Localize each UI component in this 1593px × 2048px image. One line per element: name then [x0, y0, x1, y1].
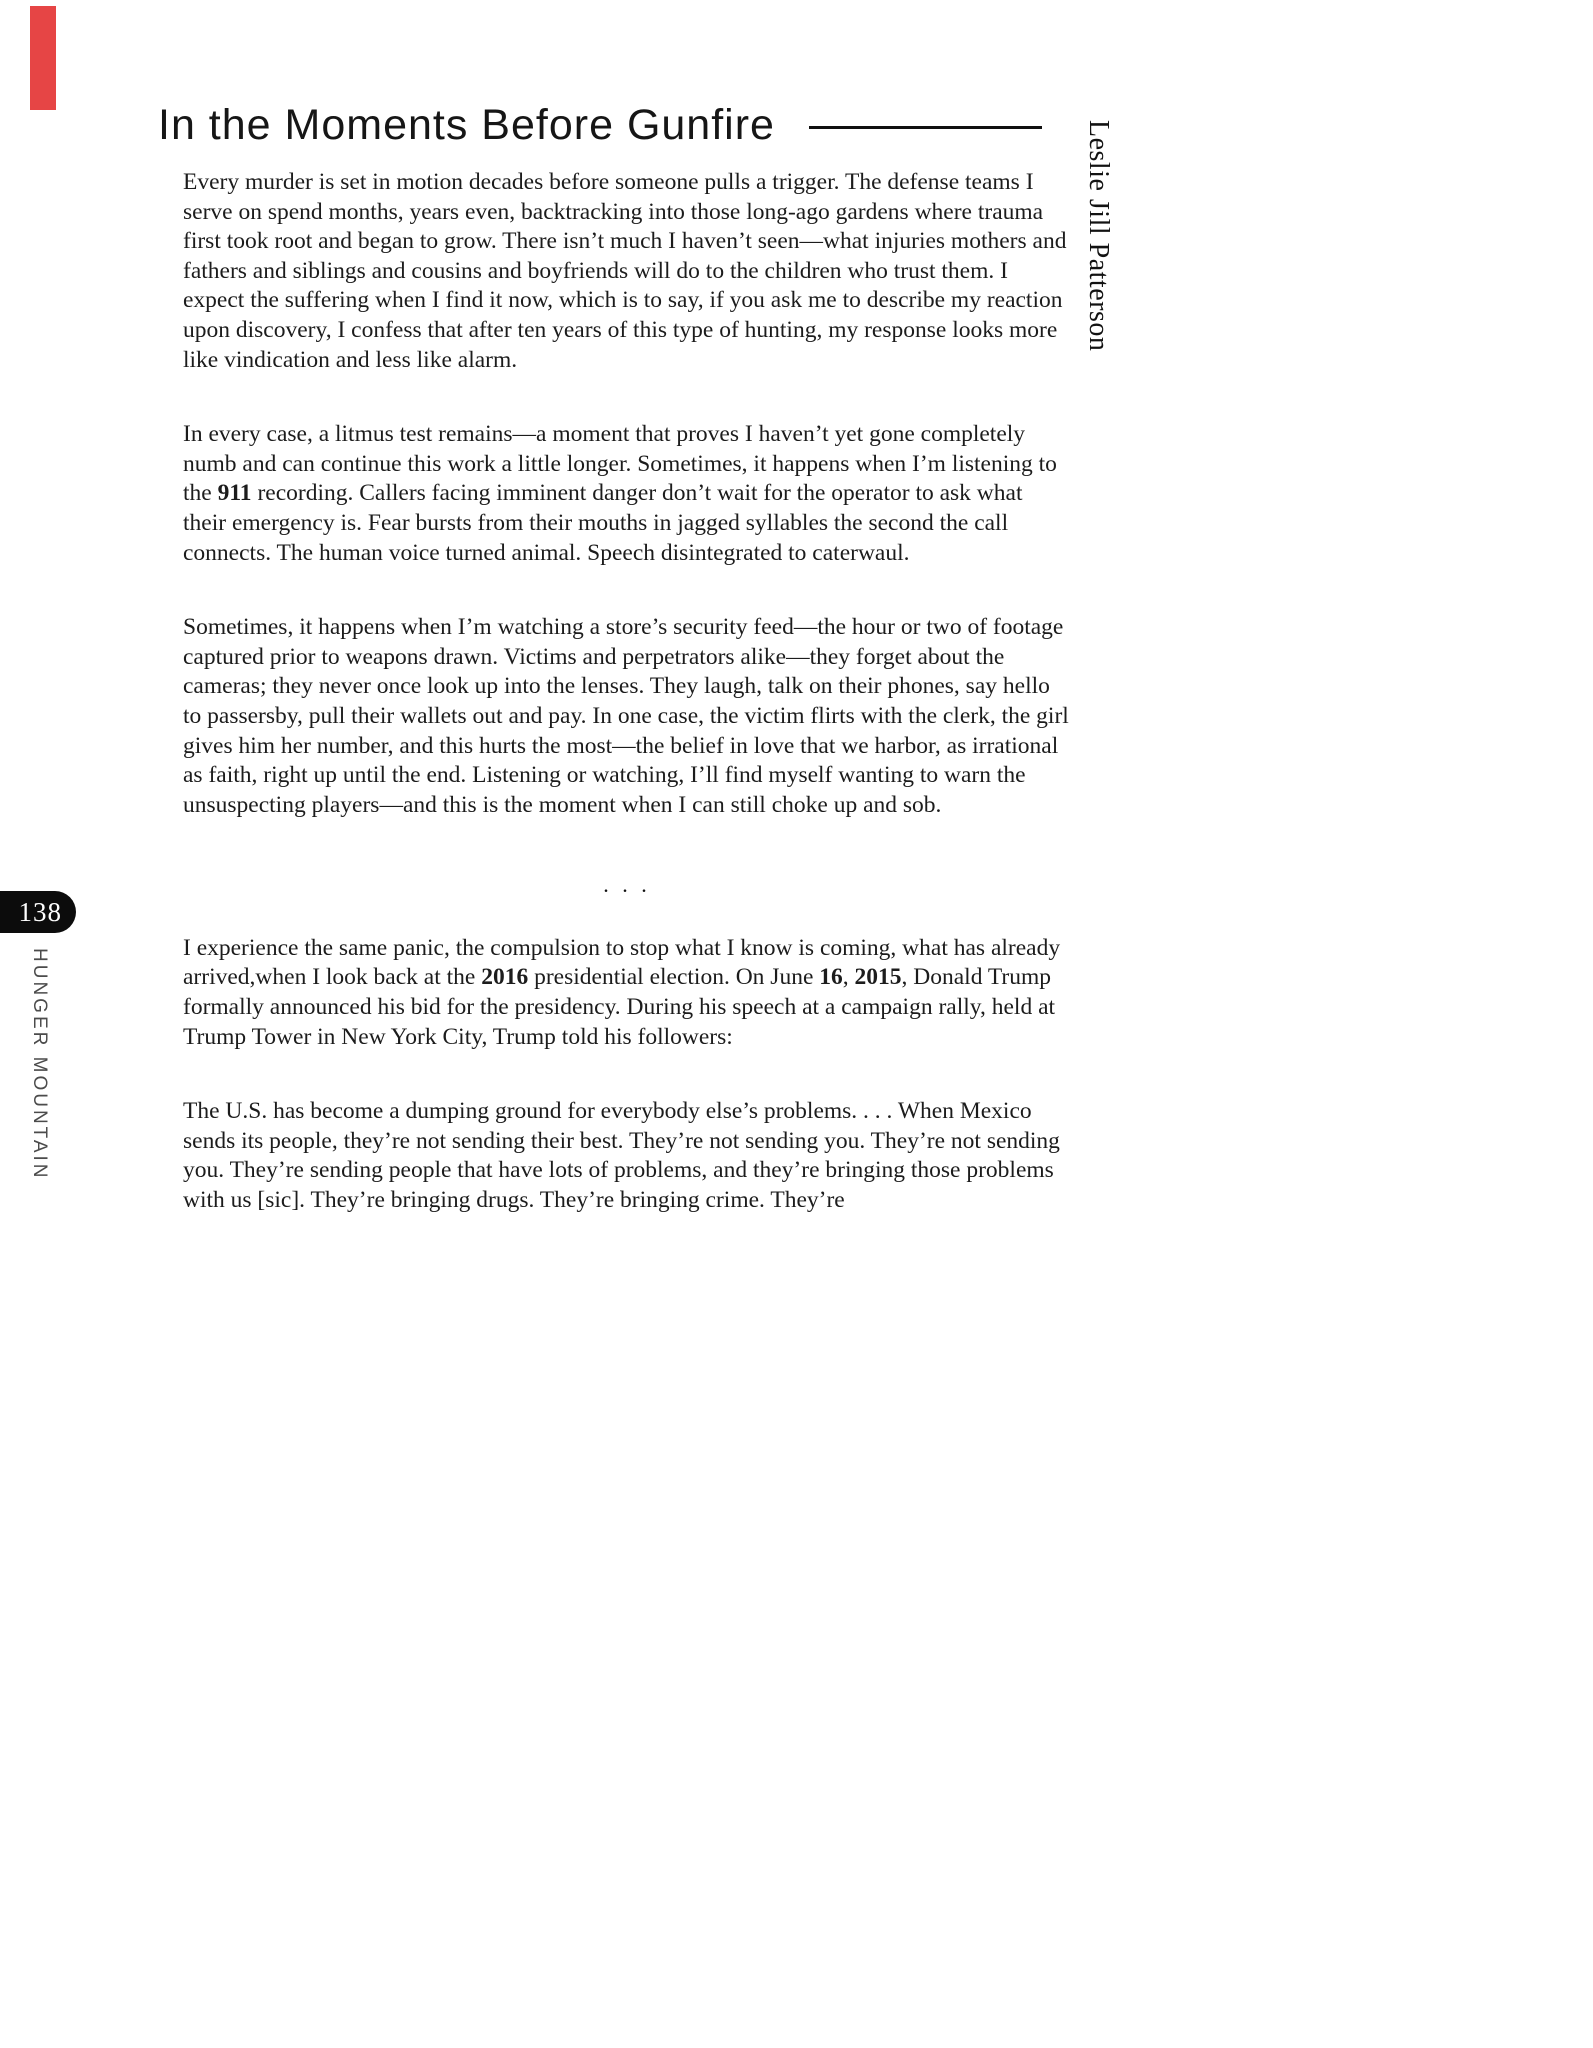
paragraph-4: I experience the same panic, the compulsion to stop what I know is coming, what has already arrived,when I look back at the 2016 presidential election. On June 16, 2015, Donald Trump formally announced his bid for the presidency. During his speech at a campaign rally, held at Trump Tower in New York City, Trump told his followers:: [183, 934, 1061, 1050]
paragraph-1: Every murder is set in motion decades before someone pulls a trigger. The defense teams I serve on spend months, years even, backtracking into those long-ago gardens where trauma first took root and began to grow. There isn’t much I haven’t seen—what injuries mothers and fathers and siblings and cousins and boyfriends will do to the children who trust them. I expect the suffering when I find it now, which is to say, if you ask me to describe my reaction upon discovery, I confess that after ten years of this type of hunting, my response looks more like vindication and less like alarm.: [183, 169, 1067, 373]
article-title: In the Moments Before Gunfire: [158, 101, 775, 149]
title-rule: [809, 126, 1042, 129]
journal-name-vertical: HUNGER MOUNTAIN: [29, 948, 50, 1181]
section-break: . . .: [603, 872, 651, 898]
block-quote: The U.S. has become a dumping ground for everybody else’s problems. . . . When Mexico sends its people, they’re not sending their best. They’re not sending you. They’re not sending you. They’re sending people that have lots of problems, and they’re bringing those problems with us [sic]. They’re bringing drugs. They’re bringing crime. They’re: [183, 1098, 1060, 1214]
author-name-vertical: Leslie Jill Patterson: [1083, 120, 1114, 352]
title-row: [158, 102, 1042, 149]
article-body: [183, 168, 1071, 1261]
paragraph-2: In every case, a litmus test remains—a moment that proves I haven’t yet gone completely numb and can continue this work a little longer. Sometimes, it happens when I’m listening to the 911 recording. Callers facing imminent danger don’t wait for the operator to ask what their emergency is. Fear bursts from their mouths in jagged syllables the second the call connects. The human voice turned animal. Speech disintegrated to caterwaul.: [183, 421, 1057, 566]
page-number: 138: [18, 896, 62, 927]
page-number-badge: [0, 891, 76, 933]
accent-bar: [30, 6, 56, 110]
paragraph-3: Sometimes, it happens when I’m watching a store’s security feed—the hour or two of footage captured prior to weapons drawn. Victims and perpetrators alike—they forget about the cameras; they never once look up into the lenses. They laugh, talk on their phones, say hello to passersby, pull their wallets out and pay. In one case, the victim flirts with the clerk, the girl gives him her number, and this hurts the most—the belief in love that we harbor, as irrational as faith, right up until the end. Listening or watching, I’ll find myself wanting to warn the unsuspecting players—and this is the moment when I can still choke up and sob.: [183, 614, 1069, 818]
